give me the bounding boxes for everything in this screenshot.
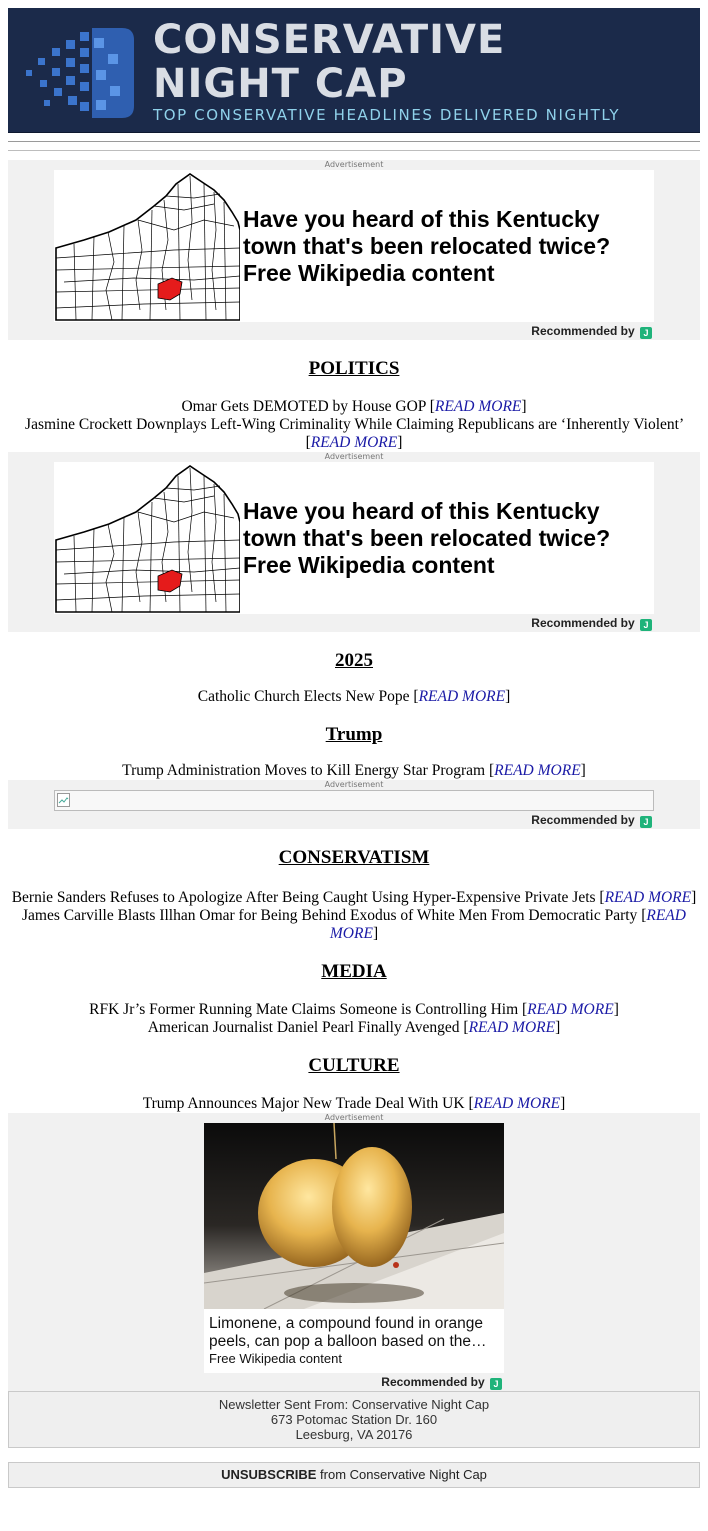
story-headline: Omar Gets DEMOTED by House GOP: [181, 398, 426, 415]
balloon-photo: [204, 1123, 504, 1309]
read-more-link[interactable]: READ MORE: [418, 688, 506, 705]
recommender-logo-icon: J: [640, 327, 652, 339]
story-headline: Bernie Sanders Refuses to Apologize After Being Caught Using Hyper-Expensive Private Jets: [11, 889, 596, 906]
advertisement-block: [8, 780, 700, 829]
ad-headline[interactable]: Have you heard of this Kentucky town that's been relocated twice? Free Wikipedia content: [243, 206, 611, 286]
read-more-link[interactable]: READ MORE: [527, 1001, 614, 1018]
section-title-politics: POLITICS: [308, 358, 400, 379]
recommender-logo-icon: J: [490, 1378, 502, 1390]
section-title-2025: 2025: [335, 650, 373, 671]
advertisement-block: [8, 1113, 700, 1391]
footer-address-street: 673 Potomac Station Dr. 160: [270, 1412, 438, 1427]
divider: [8, 141, 700, 142]
list-item: Trump Announces Major New Trade Deal With UK [READ MORE]: [142, 1095, 566, 1112]
read-more-link[interactable]: READ MORE: [473, 1095, 561, 1112]
advertisement-block: [8, 452, 700, 632]
recommender-logo-icon: J: [640, 619, 652, 631]
title-line-1: CONSERVATIVE: [153, 17, 506, 63]
ad-label: Advertisement: [324, 160, 384, 169]
footer-sender: Newsletter Sent From: Conservative Night Cap: [218, 1397, 490, 1412]
read-more-link[interactable]: READ MORE: [494, 762, 581, 779]
read-more-link[interactable]: READ MORE: [604, 889, 692, 906]
story-headline: Catholic Church Elects New Pope: [197, 688, 410, 705]
ad-source: Free Wikipedia content: [209, 1351, 342, 1366]
read-more-link[interactable]: READ MORE: [468, 1019, 556, 1036]
story-headline: James Carville Blasts Illhan Omar for Being Behind Exodus of White Men From Democratic Party: [22, 907, 638, 924]
recommended-by-label: Recommended by: [531, 813, 635, 827]
logo-pixel-mark-icon: [22, 18, 134, 128]
unsubscribe-link[interactable]: [8, 1462, 700, 1488]
story-headline: RFK Jr’s Former Running Mate Claims Someone is Controlling Him: [89, 1001, 519, 1018]
read-more-link[interactable]: READ MORE: [329, 907, 686, 942]
advertisement-block: [8, 160, 700, 340]
recommended-by-label: Recommended by: [381, 1375, 485, 1389]
list-item: James Carville Blasts Illhan Omar for Being Behind Exodus of White Men From Democratic Party [READ MORE]: [22, 907, 686, 942]
divider: [8, 150, 700, 151]
ad-label: Advertisement: [324, 452, 384, 461]
unsubscribe-label[interactable]: UNSUBSCRIBE: [221, 1467, 317, 1482]
unsubscribe-text: from Conservative Night Cap: [316, 1467, 487, 1482]
ad-headline[interactable]: Have you heard of this Kentucky town that's been relocated twice? Free Wikipedia content: [243, 498, 611, 578]
list-item: Jasmine Crockett Downplays Left-Wing Criminality While Claiming Republicans are ‘Inherently Violent’ [READ MORE]: [25, 416, 683, 451]
ad-caption[interactable]: [204, 1309, 504, 1373]
ad-card-kentucky[interactable]: [54, 170, 654, 322]
story-headline: Trump Administration Moves to Kill Energy Star Program: [122, 762, 486, 779]
recommended-by[interactable]: [8, 1373, 700, 1391]
section-title-trump: Trump: [325, 724, 383, 745]
recommended-by[interactable]: [8, 322, 700, 340]
ad-headline[interactable]: Limonene, a compound found in orange peels, can pop a balloon based on the…: [209, 1315, 487, 1350]
broken-ad-image[interactable]: [54, 790, 654, 811]
newsletter-banner[interactable]: [8, 8, 700, 133]
section-title-culture: CULTURE: [308, 1055, 400, 1076]
read-more-link[interactable]: READ MORE: [434, 398, 522, 415]
list-item: Catholic Church Elects New Pope [READ MORE]: [197, 688, 511, 705]
recommender-logo-icon: J: [640, 816, 652, 828]
story-headline: Jasmine Crockett Downplays Left-Wing Criminality While Claiming Republicans are ‘Inherently Violent’: [25, 416, 683, 433]
story-headline: American Journalist Daniel Pearl Finally Avenged: [147, 1019, 460, 1036]
list-item: American Journalist Daniel Pearl Finally Avenged [READ MORE]: [147, 1019, 561, 1036]
recommended-by-label: Recommended by: [531, 324, 635, 338]
recommended-by[interactable]: [8, 614, 700, 632]
recommended-by-label: Recommended by: [531, 616, 635, 630]
ad-label: Advertisement: [324, 780, 384, 789]
newsletter-tagline: TOP CONSERVATIVE HEADLINES DELIVERED NIGHTLY: [153, 106, 621, 124]
list-item: RFK Jr’s Former Running Mate Claims Someone is Controlling Him [READ MORE]: [89, 1001, 619, 1018]
kentucky-map-icon: [54, 462, 240, 614]
recommended-by[interactable]: [8, 811, 700, 829]
list-item: Bernie Sanders Refuses to Apologize After Being Caught Using Hyper-Expensive Private Jets [READ MORE]: [11, 889, 697, 906]
ad-card-limonene[interactable]: [204, 1123, 504, 1373]
read-more-link[interactable]: READ MORE: [310, 434, 398, 451]
ad-label: Advertisement: [324, 1113, 384, 1122]
section-title-conservatism: CONSERVATISM: [278, 847, 430, 868]
list-item: Omar Gets DEMOTED by House GOP [READ MORE]: [181, 398, 527, 415]
title-line-2: NIGHT CAP: [153, 61, 408, 107]
list-item: Trump Administration Moves to Kill Energy Star Program [READ MORE]: [122, 762, 586, 779]
newsletter-footer: [8, 1391, 700, 1448]
ad-card-kentucky[interactable]: [54, 462, 654, 614]
broken-image-icon: [57, 793, 70, 807]
section-title-media: MEDIA: [321, 961, 387, 982]
kentucky-map-icon: [54, 170, 240, 322]
newsletter-title: [153, 18, 505, 106]
footer-address-city: Leesburg, VA 20176: [295, 1427, 413, 1442]
story-headline: Trump Announces Major New Trade Deal With UK: [142, 1095, 465, 1112]
